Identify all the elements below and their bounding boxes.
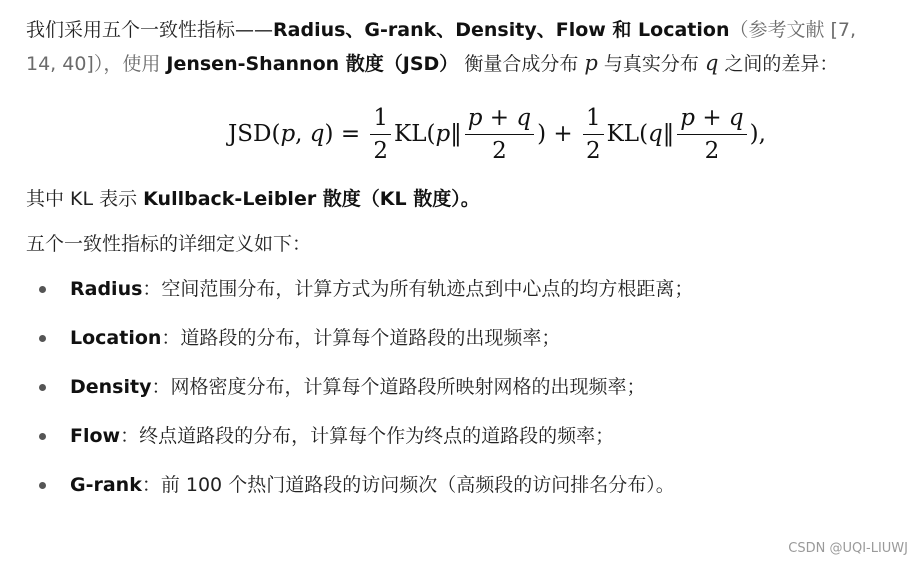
fraction-num [465,104,534,135]
kl1-separator: ‖ [450,120,462,147]
formula-kl-2 [607,118,675,151]
formula-lhs-p: p [280,120,296,147]
jsd-formula [106,91,888,177]
kl2-var: q [648,120,663,147]
metric-desc: ：网格密度分布，计算每个道路段所映射网格的出现频率； [151,376,646,398]
formula-lhs [228,118,367,151]
metric-desc: ：空间范围分布，计算方式为所有轨迹点到中心点的均方根距离； [142,278,694,300]
bullet-icon [39,433,46,440]
kl-term-bold: Kullback-Leibler 散度（KL 散度）。 [143,188,480,210]
formula-equals: ) = [324,120,368,147]
list-item [26,420,888,469]
formula-lhs-comma: , [295,120,310,147]
metric-desc: ：前 100 个热门道路段的访问频次（高频段的访问排名分布）。 [141,474,675,496]
metric-names-bold: Radius、G-rank、Density、Flow 和 Location [273,19,730,41]
bullet-icon [39,482,46,489]
metrics-list [26,273,888,518]
intro-text-5: 之间的差异： [718,53,839,75]
fraction-num [677,104,746,135]
fraction-mixture-1 [465,104,534,165]
fraction-den: 2 [585,137,601,164]
formula-close: ), [749,120,766,147]
fraction-den: 2 [492,137,507,164]
intro-paragraph [26,14,888,81]
fraction-num: 1 [370,104,391,135]
num-plus: + [482,104,517,131]
intro-text-2: （参考文献 [7, 14, 40]），使用 [26,19,857,75]
bullet-icon [39,384,46,391]
list-item [26,322,888,371]
intro-text-3: 衡量合成分布 [458,53,585,75]
kl-definition-paragraph [26,183,888,216]
formula-kl-1 [394,118,462,151]
var-p: p [584,51,598,75]
num-q: q [516,104,532,131]
fraction-mixture-2 [677,104,746,165]
formula-plus: ) + [537,120,580,147]
kl-text: 其中 KL 表示 [26,188,144,210]
fraction-den: 2 [373,137,389,164]
intro-text-1: 我们采用五个一致性指标—— [26,19,274,41]
metric-name: Radius [70,278,143,300]
intro-text-4: 与真实分布 [597,53,705,75]
formula-lhs-q: q [309,120,325,147]
list-item [26,273,888,322]
metric-name: Density [70,376,152,398]
metrics-intro-paragraph: 五个一致性指标的详细定义如下： [26,233,312,255]
watermark: CSDN @UQI-LIUWJ [788,541,908,556]
list-item [26,469,888,518]
kl1-var: p [435,120,451,147]
metric-name: Flow [70,425,121,447]
fraction-num: 1 [583,104,604,135]
num-q: q [728,104,744,131]
article-content [26,14,888,518]
metric-name: G-rank [70,474,142,496]
list-item [26,371,888,420]
bullet-icon [39,335,46,342]
num-p: p [467,104,483,131]
kl-label: KL( [606,120,649,147]
num-p: p [680,104,696,131]
kl2-separator: ‖ [662,120,675,147]
fraction-half-2 [583,104,604,165]
kl-label: KL( [394,120,436,147]
formula-jsd: JSD( [228,120,281,147]
jsd-term-bold: Jensen-Shannon 散度（JSD） [166,53,459,75]
fraction-den: 2 [704,137,720,164]
num-plus: + [695,104,729,131]
fraction-half-1 [370,104,391,165]
var-q: q [704,51,719,75]
bullet-icon [39,286,46,293]
metric-name: Location [70,327,162,349]
metric-desc: ：道路段的分布，计算每个道路段的出现频率； [161,327,561,349]
metric-desc: ：终点道路段的分布，计算每个作为终点的道路段的频率； [120,425,615,447]
